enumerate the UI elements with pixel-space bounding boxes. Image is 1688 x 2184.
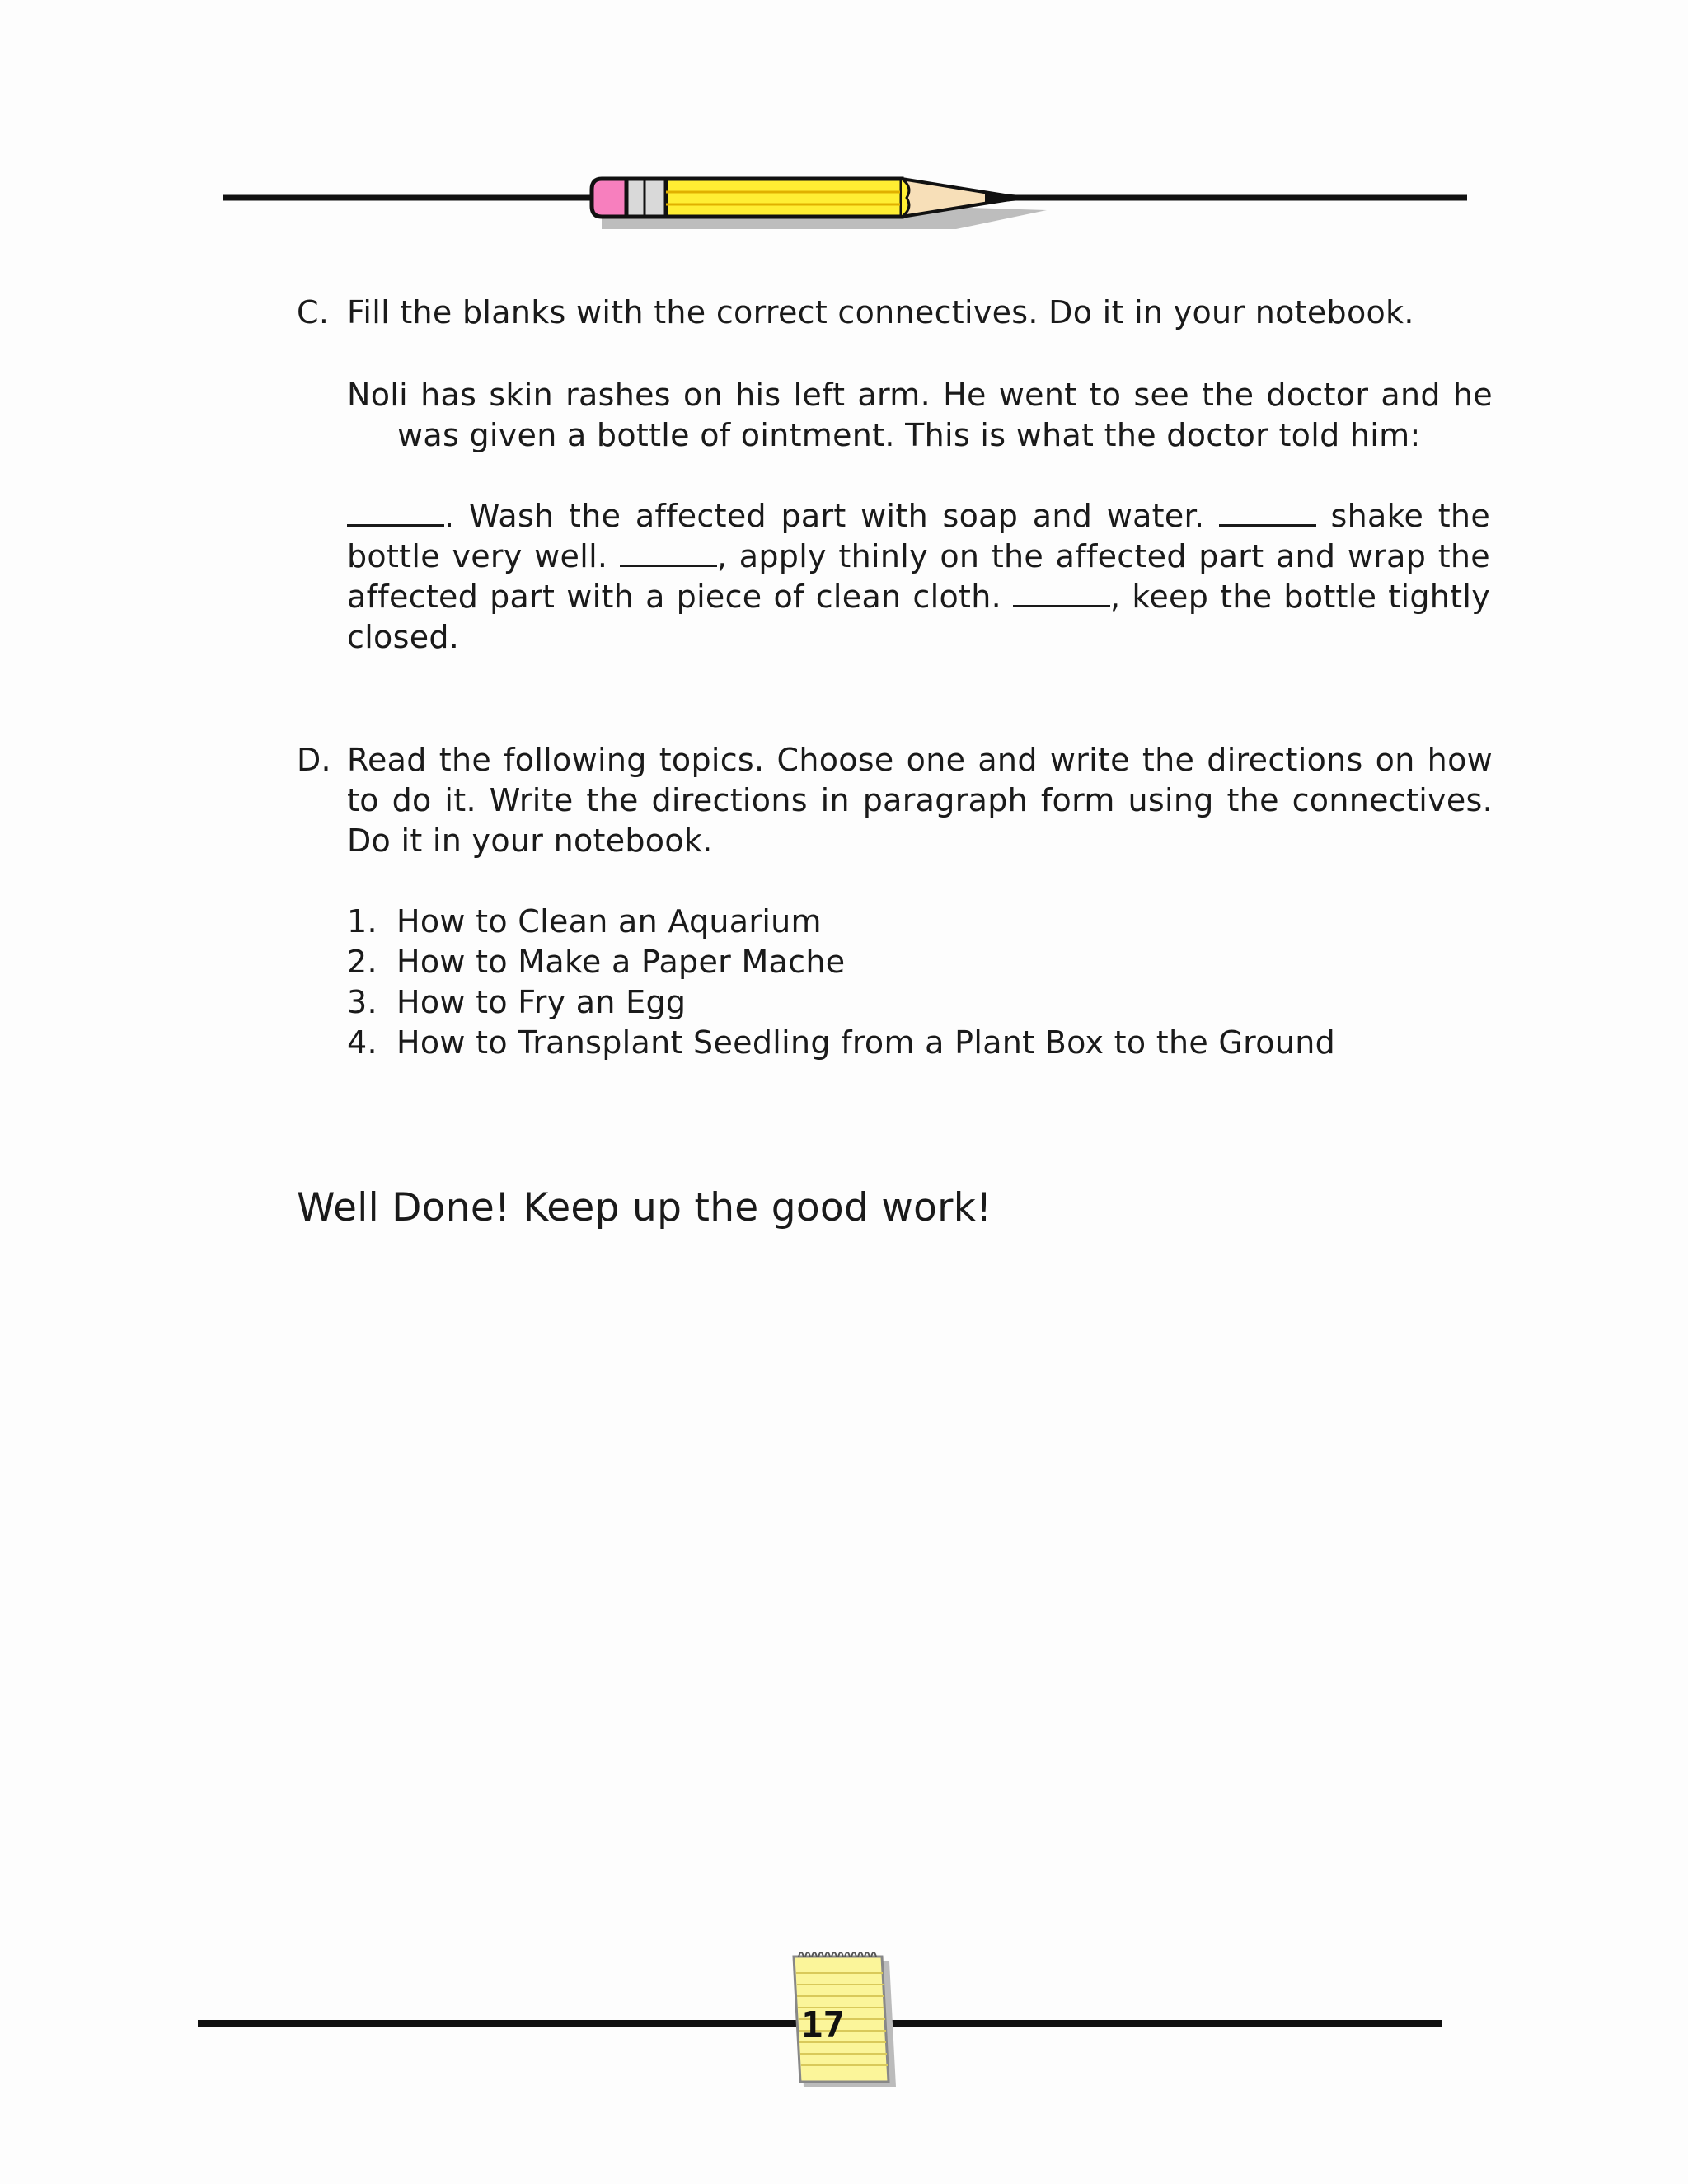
topic-number: 4. [347,1024,377,1061]
blank-1[interactable] [347,499,444,527]
topic-number: 2. [347,944,377,980]
list-item [347,942,1501,982]
topic-text: How to Fry an Egg [396,984,687,1020]
section-c-letter: C. [297,294,330,330]
topic-text: How to Transplant Seedling from a Plant Box to the Ground [396,1024,1336,1061]
section-c-intro-line1: Noli has skin rashes on his left arm. He went to see the doctor and he [347,377,1493,413]
fill-part-2: shake the bottle very well. [347,498,1490,574]
section-c-instruction: Fill the blanks with the correct connectives. Do it in your notebook. [347,294,1414,330]
section-d-letter: D. [297,742,331,778]
topic-number: 3. [347,984,377,1020]
topic-number: 1. [347,903,377,940]
list-item [347,902,1501,942]
topic-text: How to Clean an Aquarium [396,903,822,940]
blank-3[interactable] [620,540,717,567]
blank-4[interactable] [1013,580,1110,607]
pencil-icon [592,179,1047,229]
closing-message: Well Done! Keep up the good work! [297,1185,992,1230]
section-c-intro-line2: was given a bottle of ointment. This is what the doctor told him: [397,417,1421,453]
page-number: 17 [801,2004,845,2046]
header-pencil-divider [214,165,1484,247]
topic-text: How to Make a Paper Mache [396,944,846,980]
fill-part-1: . Wash the affected part with soap and water. [444,498,1205,534]
fill-part-4: , keep the bottle tightly closed. [347,579,1490,655]
list-item [347,982,1501,1023]
section-c-fill-paragraph [347,496,1490,658]
list-item [347,1023,1501,1063]
fill-part-3: , apply thinly on the affected part and wrap the affected part with a piece of clean cloth. [347,538,1490,615]
topic-list [347,902,1501,1063]
blank-2[interactable] [1219,499,1316,527]
section-d-instruction: Read the following topics. Choose one and write the directions on how to do it. Write the directions in paragraph form using the connectives. Do it in your notebook. [347,742,1493,859]
